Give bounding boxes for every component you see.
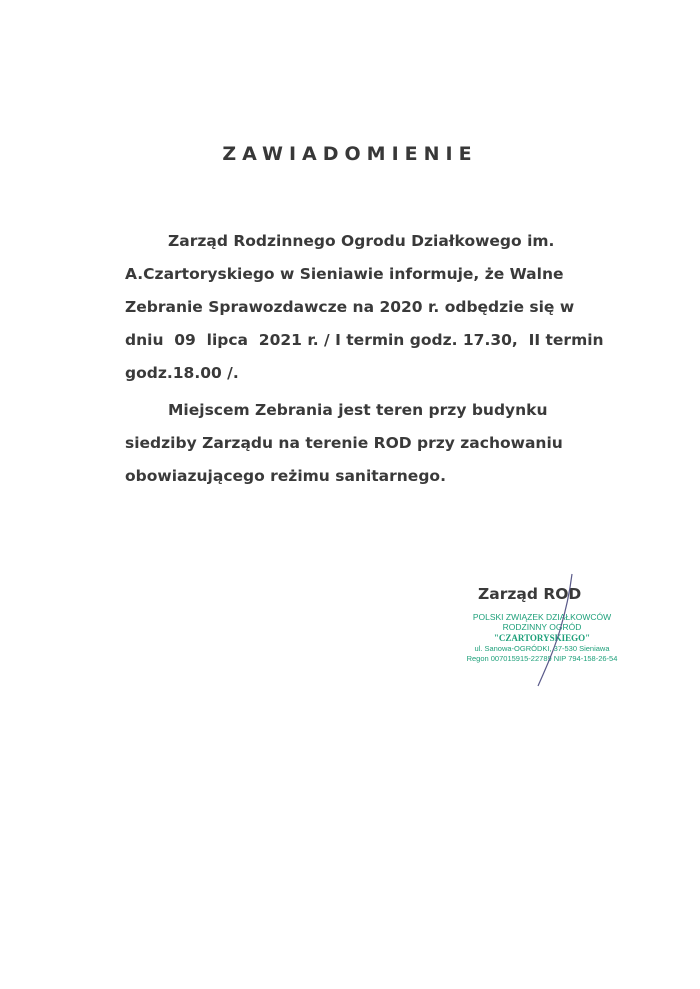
handwritten-signature-stroke <box>520 570 590 690</box>
signature-label: Zarząd ROD <box>478 585 582 603</box>
stamp-line-2: RODZINNY OGRÓD <box>502 622 582 632</box>
paragraph-1-line-4: dniu 09 lipca 2021 r. / I termin godz. 17.30, II termin <box>125 331 604 349</box>
stamp-line-3: "CZARTORYSKIEGO" <box>493 633 591 643</box>
paragraph-1-line-5: godz.18.00 /. <box>125 364 239 382</box>
stamp-line-4: ul. Sanowa-OGRÓDKI, 37-530 Sieniawa <box>474 644 610 653</box>
stamp-line-1: POLSKI ZWIĄZEK DZIAŁKOWCÓW <box>472 612 612 622</box>
paragraph-2-line-3: obowiazującego reżimu sanitarnego. <box>125 467 446 485</box>
paragraph-1-line-1: Zarząd Rodzinnego Ogrodu Działkowego im. <box>168 232 555 250</box>
stamp-line-5: Regon 007015915-22789 NIP 794-158-26-54 <box>466 654 618 663</box>
paragraph-2-line-2: siedziby Zarządu na terenie ROD przy zachowaniu <box>125 434 563 452</box>
document-title: ZAWIADOMIENIE <box>222 143 478 165</box>
paragraph-1-line-3: Zebranie Sprawozdawcze na 2020 r. odbędzie się w <box>125 298 575 316</box>
paragraph-1-line-2: A.Czartoryskiego w Sieniawie informuje, że Walne <box>125 265 564 283</box>
paragraph-2-line-1: Miejscem Zebrania jest teren przy budynku <box>168 401 548 419</box>
